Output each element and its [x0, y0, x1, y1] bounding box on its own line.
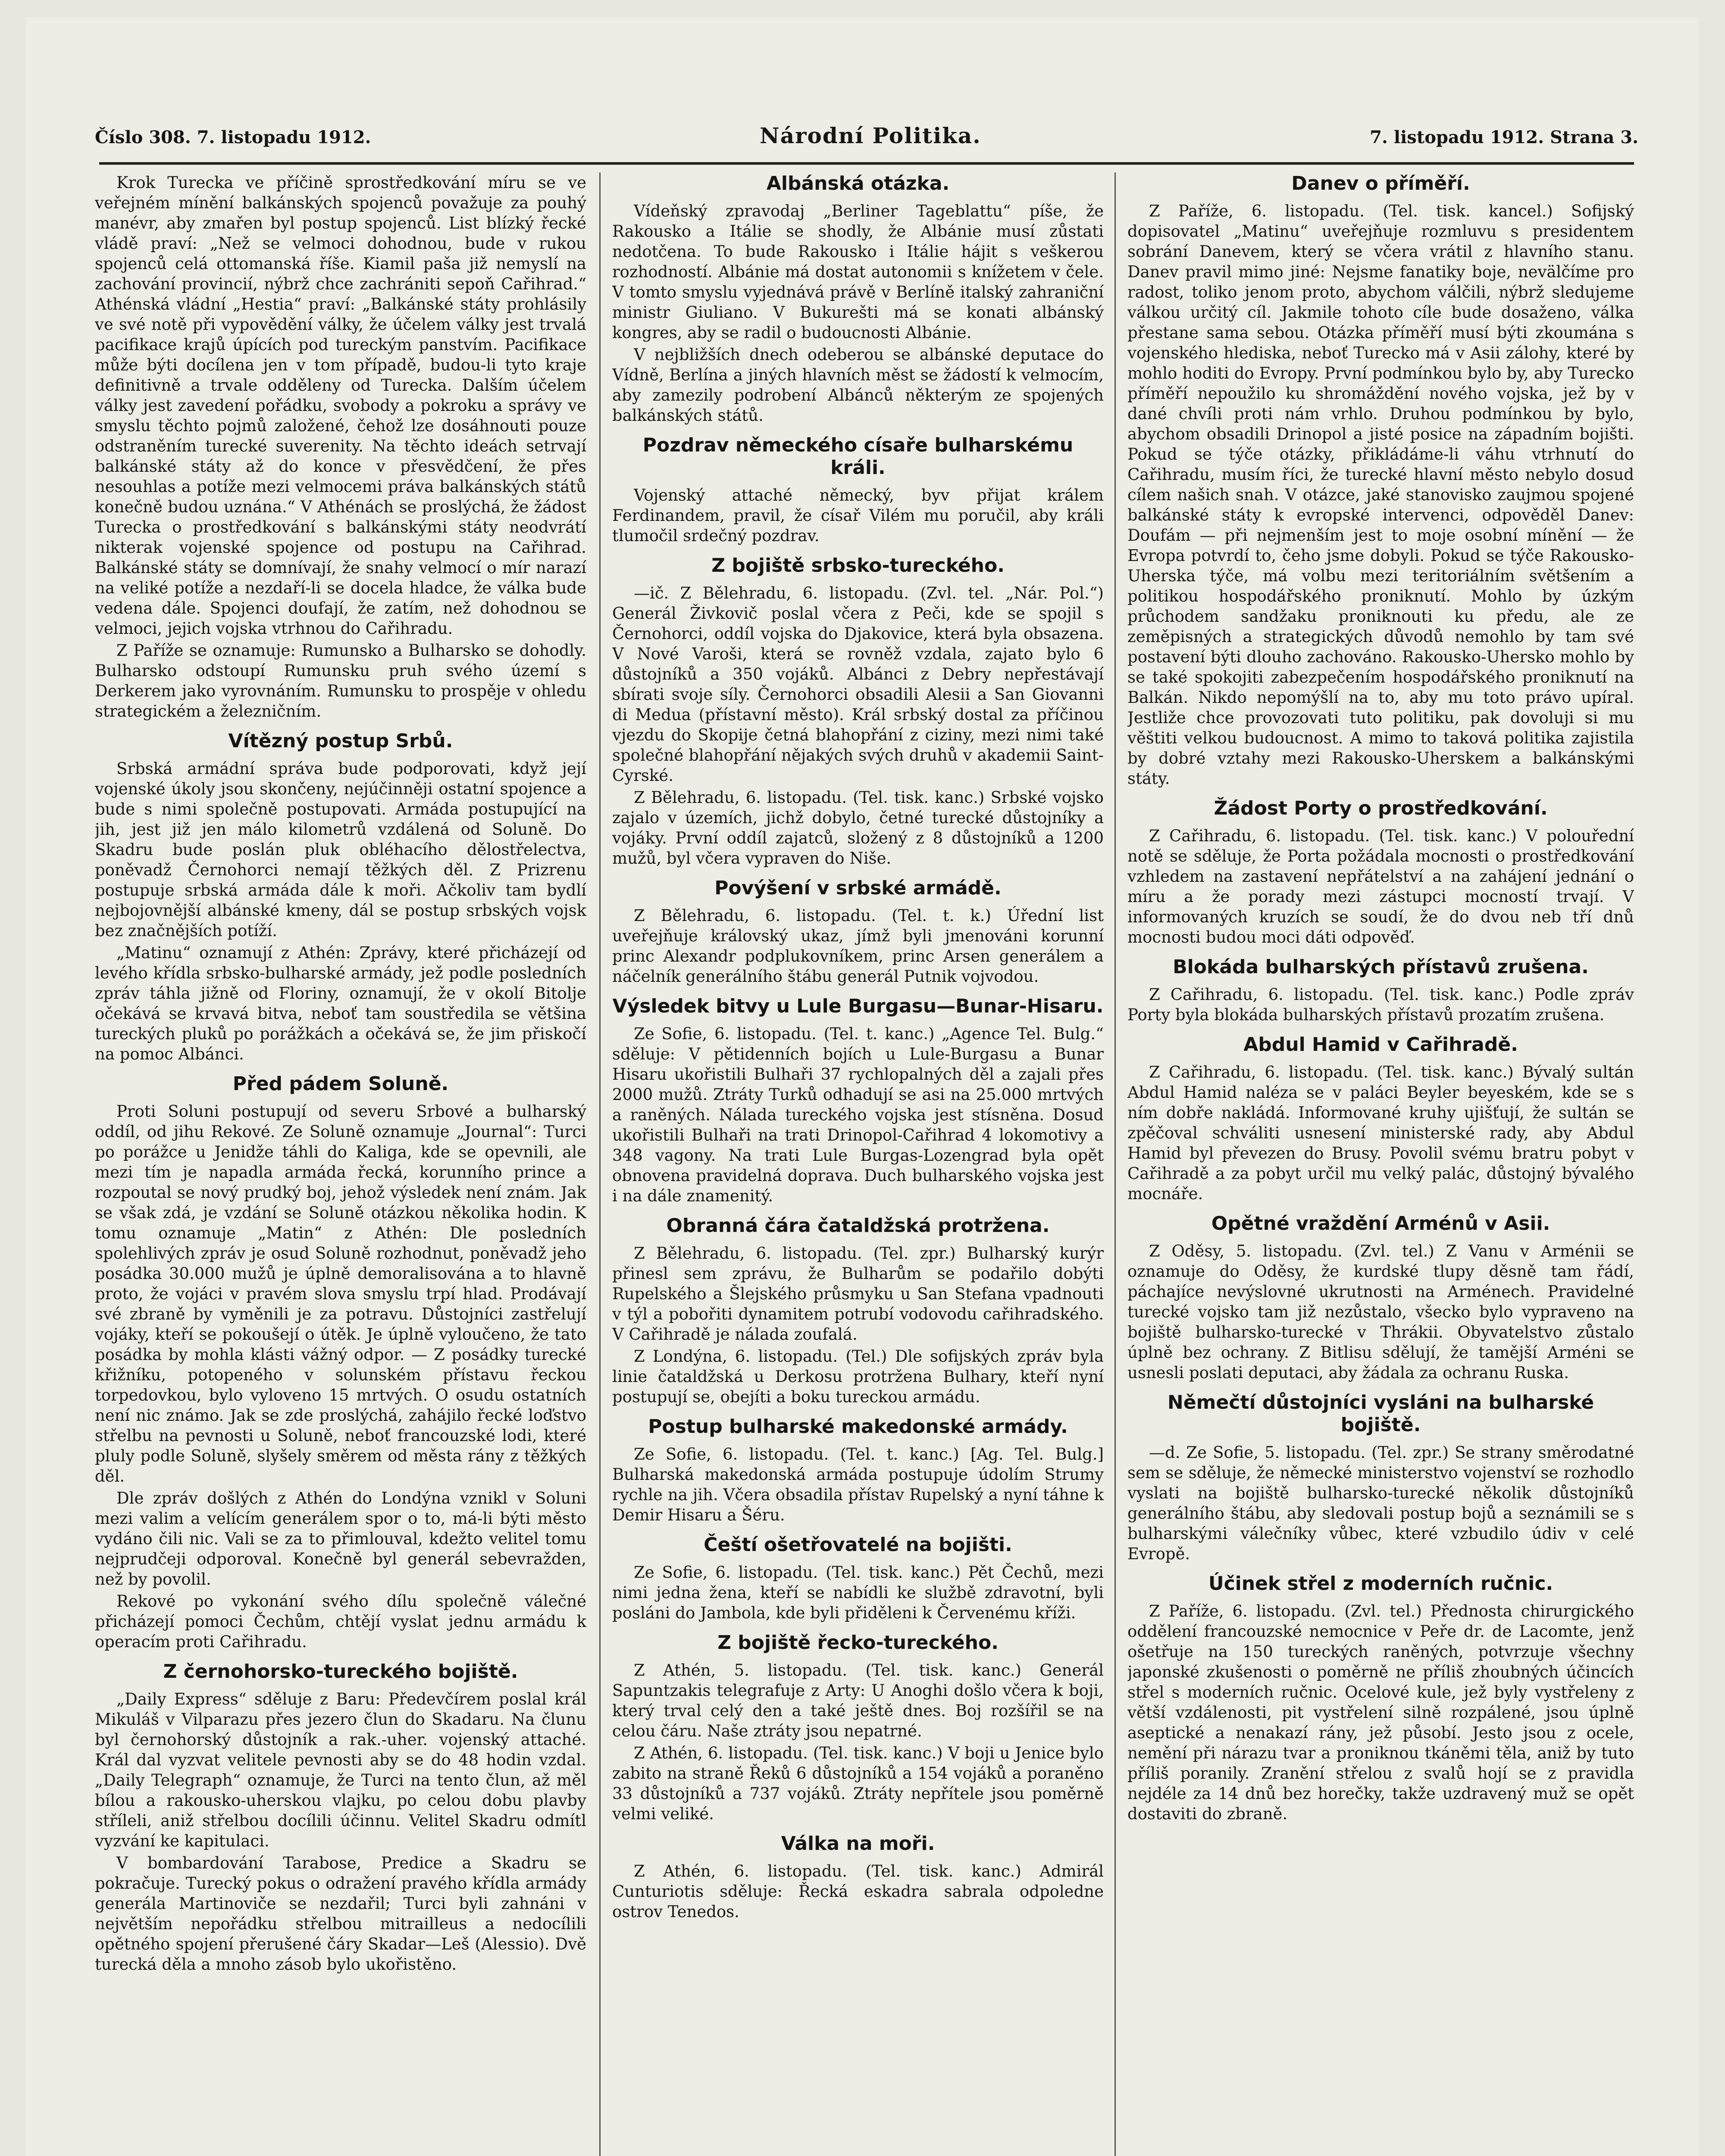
article-paragraph: Z Londýna, 6. listopadu. (Tel.) Dle sofijských zpráv byla linie čataldžská u Derkosu protržena Bulhary, kteří nyní postupují se, obejíti a boku tureckou armádu.: [612, 1347, 1104, 1406]
article-paragraph: Z Athén, 6. listopadu. (Tel. tisk. kanc.) Admirál Cunturiotis sděluje: Řecká eskadra sabrala odpoledne ostrov Tenedos.: [612, 1862, 1104, 1921]
article-paragraph: Z Paříže se oznamuje: Rumunsko a Bulharsko se dohodly. Bulharsko odstoupí Rumunsku pruh svého území s Derkerem jako vyrovnáním. Rumunsku to prospěje v ohledu strategickém a železničním.: [95, 641, 586, 721]
article-paragraph: „Daily Express“ sděluje z Baru: Předevčírem poslal král Mikuláš v Vilparazu přes jezero člun do Skadaru. Na člunu byl černohorský důstojník a rak.-uher. vojenský attaché. Král dal vyzvat velitele pevnosti aby se do 48 hodin vzdal. „Daily Telegraph“ oznamuje, že Turci na tento člun, až měl bílou a rakousko-uherskou vlajku, po celou dobu plavby stříleli, aniž střelbou docílili účinnu. Velitel Skadru odmítl vyzvání ke kapitulaci.: [95, 1690, 586, 1850]
article-headline: Z bojiště řecko-tureckého.: [717, 1632, 999, 1654]
article-headline: Žádost Porty o prostředkování.: [1214, 797, 1548, 819]
article-paragraph: Z Athén, 6. listopadu. (Tel. tisk. kanc.) V boji u Jenice bylo zabito na straně Řeků 6 důstojníků a 154 vojáků a poraněno 33 důstojníků a 737 vojáků. Ztráty nepřítele jsou poměrně velmi veliké.: [612, 1744, 1104, 1823]
article-paragraph: Krok Turecka ve příčině sprostředkování míru se ve veřejném mínění balkánských spojenců považuje za pouhý manévr, aby zmařen byl postup spojenců. List blízký řecké vládě praví: „Než se velmoci dohodnou, bude v rukou spojenců celá ottomanská říše. Kiamil paša již nemyslí na zachování provincií, nýbrž chce zachrániti sepoň Cařihrad.“ Athénská vládní „Hestia“ praví: „Balkánské státy prohlásily ve své notě při vypovědění války, že účelem války jest trvalá pacifikace krajů úpících pod tureckým panstvím. Pacifikace může býti docílena jen v tom případě, budou-li tyto kraje definitivně a trvale odděleny od Turecka. Dalším účelem války jest zavedení pořádku, svobody a pokroku a správy ve smyslu těchto pojmů založené, čehož lze dosáhnouti pouze odstraněním turecké suverenity. Na těchto ideách setrvají balkánské státy až do konce v přesvědčení, že přes nesouhlas a potíže mezi velmocemi práva balkánských států konečně budou uznána.“ V Athénách se proslýchá, že žádost Turecka o prostředkování s balkánskými státy neodvrátí nikterak vojenské spojence od postupu na Cařihrad. Balkánské státy se domnívají, že snahy velmocí o mír narazí na veliké potíže a nezdaří-li se docela hladce, že válka bude vedena dále. Spojenci doufají, že zatím, než dohodnou se velmoci, jejich vojska vtrhnou do Cařihradu.: [95, 173, 586, 638]
article-headline: Opětné vraždění Arménů v Asii.: [1211, 1213, 1550, 1235]
article-headline: Blokáda bulharských přístavů zrušena.: [1173, 956, 1589, 978]
article-headline: Postup bulharské makedonské armády.: [648, 1416, 1068, 1438]
column-divider: [1115, 172, 1116, 2156]
article-headline: Abdul Hamid v Cařihradě.: [1243, 1034, 1518, 1056]
column-2: [612, 172, 1104, 2156]
header-rule: [99, 162, 1634, 165]
article-paragraph: Z Paříže, 6. listopadu. (Zvl. tel.) Přednosta chirurgického oddělení francouzské nemocnice v Peře dr. de Lacomte, jenž ošetřuje na 150 tureckých raněných, potvrzuje všechny japonské zkušenosti o poměrně ne příliš zhoubných účincích střel s moderních ručnic. Ocelové kule, jež byly vystřeleny z větší vzdálenosti, pit vystřelení silně rozpálené, jsou úplně aseptické a nenakazí rány, jež působí. Jesto jsou z ocele, nemění při nárazu tvar a proniknou tkáněmi těla, aniž by tuto příliš poranily. Zranění střelou z svalů hojí se z pravidla nejdéle za 14 dnů bez horečky, takže uzdravený muž se opět dostaviti do zbraně.: [1127, 1602, 1634, 1823]
article-paragraph: Z Cařihradu, 6. listopadu. (Tel. tisk. kanc.) Bývalý sultán Abdul Hamid naléza se v paláci Beyler beyeském, kde se s ním dobře nakládá. Informované kruhy ujišťují, že sultán se zpěčoval schváliti usnesení ministerské rady, aby Abdul Hamid byl převezen do Brusy. Povolil svému bratru pobyt v Cařihradě a za pobyt určil mu velký palác, důstojný bývalého mocnáře.: [1127, 1063, 1634, 1203]
page-header: [95, 123, 1638, 157]
article-paragraph: Z Bělehradu, 6. listopadu. (Tel. t. k.) Úřední list uveřejňuje královský ukaz, jímž byli jmenováni korunní princ Alexandr podplukovníkem, princ Arsen generálem a náčelník generálního štábu generál Putnik vojvodou.: [612, 906, 1104, 986]
article-headline: Povýšení v srbské armádě.: [714, 877, 1002, 899]
date-page-info: 7. listopadu 1912. Strana 3.: [1370, 127, 1638, 147]
article-paragraph: Rekové po vykonání svého dílu společně válečné přicházejí pomoci Čechům, chtějí vyslat jednu armádu k operacím proti Cařihradu.: [95, 1592, 586, 1651]
article-headline: Vítězný postup Srbů.: [228, 730, 453, 752]
article-headline: Z bojiště srbsko-tureckého.: [711, 555, 1005, 577]
article-headline: Účinek střel z moderních ručnic.: [1208, 1573, 1553, 1595]
newspaper-page: [26, 17, 1699, 2156]
article-paragraph: V nejbližších dnech odeberou se albánské deputace do Vídně, Berlína a jiných hlavních měst se žádostí k velmocím, aby zamezily podrobení Albánců některým ze spojených balkánských států.: [612, 345, 1104, 425]
masthead: Národní Politika.: [760, 123, 981, 148]
article-paragraph: Proti Soluni postupují od severu Srbové a bulharský oddíl, od jihu Rekové. Ze Soluně oznamuje „Journal“: Turci po porážce u Jenidže táhli do Kaliga, kde se opevnili, ale mezi tím je napadla armáda řecká, korunního prince a rozpoutal se nový prudký boj, jehož výsledek není znám. Jak se však zdá, je vzdání se Soluně otázkou několika hodin. K tomu oznamuje „Matin“ z Athén: Dle posledních spolehlivých zpráv je osud Soluně rozhodnut, poněvadž jeho posádka 30.000 mužů je úplně demoralisována a to hlavně proto, že vojáci v pravém slova smyslu trpí hlad. Prodávají své zbraně by vyměnili je za potravu. Důstojníci zastřelují vojáky, kteří se pokoušejí o útěk. Je úplně vyloučeno, že tato posádka by mohla klásti vážný odpor. — Z posádky turecké křižníku, potopeného v solunském přístavu řeckou torpedovkou, bylo vyloveno 15 mrtvých. O osudu ostatních není nic známo. Jak se zde proslýchá, zahájilo řecké loďstvo střelbu na pevnosti u Soluně, neboť francouzské lodi, které pluly podle Soluně, slyšely směrem od města rány z těžkých děl.: [95, 1102, 586, 1485]
column-1: [95, 172, 586, 2156]
article-paragraph: Ze Sofie, 6. listopadu. (Tel. t. kanc.) [Ag. Tel. Bulg.] Bulharská makedonská armáda postupuje údolím Strumy rychle na jih. Včera obsadila přístav Rupelský a nyní táhne k Demir Hisaru a Šéru.: [612, 1445, 1104, 1524]
article-paragraph: —ič. Z Bělehradu, 6. listopadu. (Zvl. tel. „Nár. Pol.“) Generál Živkovič poslal včera z Peči, kde se spojil s Černohorci, oddíl vojska do Djakovice, která byla obsazena. V Nové Varoši, která se rovněž vzdala, zajato bylo 6 důstojníků a 350 vojáků. Albánci z Debry nepřestávají sbírati svoje síly. Černohorci obsadili Alesii a San Giovanni di Medua (přístavní město). Král srbský dostal za příčinou vjezdu do Skopije četná blahopřání z ciziny, mezi nimi také společné blahopřání nějakých svých druhů v akademii Saint-Cyrské.: [612, 584, 1104, 785]
column-3: [1127, 172, 1634, 2156]
article-headline: Čeští ošetřovatelé na bojišti.: [704, 1534, 1012, 1556]
article-headline: Obranná čára čataldžská protržena.: [666, 1215, 1050, 1237]
article-paragraph: Z Bělehradu, 6. listopadu. (Tel. zpr.) Bulharský kurýr přinesl sem zprávu, že Bulharům se podařilo dobýti Rupelského a Šlejského průsmyku u San Stefana vpadnouti v týl a pobořiti dynamitem potrubí vodovodu cařihradského. V Cařihradě je nálada zoufalá.: [612, 1244, 1104, 1344]
article-paragraph: Z Cařihradu, 6. listopadu. (Tel. tisk. kanc.) V polouřední notě se sděluje, že Porta požádala mocnosti o prostředkování vzhledem na zastavení nepřátelství a na zahájení jednání o míru a že porady mezi zástupci mocností trvají. V informovaných kruzích se soudí, že do dvou neb tří dnů mocnosti budou moci dáti odpověď.: [1127, 827, 1634, 946]
article-paragraph: Ze Sofie, 6. listopadu. (Tel. t. kanc.) „Agence Tel. Bulg.“ sděluje: V pětidenních bojích u Lule-Burgasu a Bunar Hisaru ukořistili Bulhaři 37 rychlopalných děl a zajali přes 2000 mužů. Ztráty Turků odhadují se asi na 25.000 mrtvých a raněných. Nálada tureckého vojska jest stísněna. Dosud ukořistili Bulhaři na trati Drinopol-Cařihrad 4 lokomotivy a 348 vagony. Na trati Lule Burgas-Lozengrad byla opět obnovena pravidelná doprava. Duch bulharského vojska jest i na dále znamenitý.: [612, 1025, 1104, 1205]
article-paragraph: Vojenský attaché německý, byv přijat králem Ferdinandem, pravil, že císař Vilém mu poručil, aby králi tlumočil srdečný pozdrav.: [612, 486, 1104, 545]
article-paragraph: Z Cařihradu, 6. listopadu. (Tel. tisk. kanc.) Podle zpráv Porty byla blokáda bulharských přístavů prozatím zrušena.: [1127, 985, 1634, 1024]
article-headline: Výsledek bitvy u Lule Burgasu—Bunar-Hisaru.: [612, 995, 1104, 1017]
article-paragraph: Z Athén, 5. listopadu. (Tel. tisk. kanc.) Generál Sapuntzakis telegrafuje z Arty: U Anoghi došlo včera k boji, který trval celý den a také ještě dnes. Boj rozšířil se na celou čáru. Naše ztráty jsou nepatrné.: [612, 1661, 1104, 1740]
article-headline: Před pádem Soluně.: [232, 1073, 449, 1095]
article-paragraph: „Matinu“ oznamují z Athén: Zprávy, které přicházejí od levého křídla srbsko-bulharské armády, jež podle posledních zpráv táhla jižně od Floriny, oznamují, že v okolí Bitolje očekává se krvavá bitva, neboť tam soustředila se většina tureckých pluků po porážkách a očekává se, že jim přiskočí na pomoc Albánci.: [95, 943, 586, 1063]
article-headline: Z černohorsko-tureckého bojiště.: [163, 1661, 518, 1683]
article-paragraph: Dle zpráv došlých z Athén do Londýna vznikl v Soluni mezi valim a velícím generálem spor o to, má-li býti město vydáno čili nic. Vali se za to přimlouval, kdežto velitel tomu nejprudčeji odporoval. Konečně byl generál sebevražden, než by povolil.: [95, 1489, 586, 1589]
article-headline: Němečtí důstojníci vysláni na bulharské bojiště.: [1167, 1391, 1594, 1436]
article-headline: Válka na moři.: [781, 1833, 935, 1855]
issue-info: Číslo 308. 7. listopadu 1912.: [95, 127, 371, 147]
article-paragraph: —d. Ze Sofie, 5. listopadu. (Tel. zpr.) Se strany směrodatné sem se sděluje, že německé ministerstvo vojenství se rozhodlo vyslati na bojiště bulharsko-turecké několik důstojníků generálního štábu, aby sledovali postup bojů a seznámili se s bulharskými válečníky vůbec, které vzbudilo údiv v celé Evropě.: [1127, 1443, 1634, 1563]
article-paragraph: Z Oděsy, 5. listopadu. (Zvl. tel.) Z Vanu v Arménii se oznamuje do Oděsy, že kurdské tlupy děsně tam řádí, páchajíce nevýslovné ukrutnosti na Arménech. Pravidelné turecké vojsko tam již nezůstalo, všecko bylo vypraveno na bojiště bulharsko-turecké v Thrákii. Obyvatelstvo zůstalo úplně bez ochrany. Z Bitlisu sdělují, že tamější Arméni se usnesli poslati deputaci, aby žádala za ochranu Ruska.: [1127, 1242, 1634, 1382]
article-paragraph: V bombardování Tarabose, Predice a Skadru se pokračuje. Turecký pokus o odražení pravého křídla armády generála Martinoviče se nezdařil; Turci byli zahnáni v největším nepořádku střelbou mitrailleus a nedocílili opětného spojení přerušené čáry Skadar—Leš (Alessio). Dvě turecká děla a mnoho zásob bylo ukořistěno.: [95, 1854, 586, 1974]
column-divider: [599, 172, 601, 2156]
article-paragraph: Ze Sofie, 6. listopadu. (Tel. tisk. kanc.) Pět Čechů, mezi nimi jedna žena, kteří se nabídli ke službě zdravotní, byli posláni do Jambola, kde byli přiděleni k Červenému kříži.: [612, 1563, 1104, 1622]
article-paragraph: Vídeňský zpravodaj „Berliner Tageblattu“ píše, že Rakousko a Itálie se shodly, že Albánie musí zůstati nedotčena. To bude Rakousko i Itálie hájit s veškerou rozhodností. Albánie má dostat autonomii s knížetem v čele. V tomto smyslu vyjednává právě v Berlíně italský zahraniční ministr Giuliano. V Bukurešti má se konati albánský kongres, aby se radil o budoucnosti Albánie.: [612, 202, 1104, 342]
article-paragraph: Srbská armádní správa bude podporovati, když její vojenské úkoly jsou skončeny, nejúčinněji ostatní spojence a bude s nimi společně postupovati. Armáda postupující na jih, jest již jen málo kilometrů vzdálená od Soluně. Do Skadru bude poslán pluk obléhacího dělostřelectva, poněvadž Černohorci nemají těžkých děl. Z Prizrenu postupuje srbská armáda dále k moři. Ačkoliv tam bydlí nejbojovnější albánské kmeny, dál se postup srbských vojsk bez značnějších potíží.: [95, 759, 586, 940]
article-headline: Danev o příměří.: [1291, 172, 1470, 194]
article-paragraph: Z Bělehradu, 6. listopadu. (Tel. tisk. kanc.) Srbské vojsko zajalo v územích, jichž dobylo, četné turecké důstojníky a vojáky. První oddíl zajatců, složený z 8 důstojníků a 1200 mužů, byl včera vypraven do Niše.: [612, 788, 1104, 868]
article-headline: Pozdrav německého císaře bulharskému králi.: [642, 434, 1074, 479]
article-paragraph: Z Paříže, 6. listopadu. (Tel. tisk. kancel.) Sofijský dopisovatel „Matinu“ uveřejňuje rozmluvu s presidentem sobrání Danevem, který se včera vrátil z hlavního stanu. Danev pravil mimo jiné: Nejsme fanatiky boje, nevälčíme pro radost, toliko jenom proto, abychom válčili, nýbrž sledujeme válkou určitý cíl. Jakmile tohoto cíle bude dosaženo, válka přestane sama sebou. Otázka příměří musí býti zkoumána s vojenského hlediska, neboť Turecko má v Asii zálohy, které by mohlo hoditi do Evropy. První podmínkou bylo by, aby Turecko příměří nepoužilo ku shromáždění nového vojska, jež by v dané chvíli proti nám vrhlo. Druhou podmínkou by bylo, abychom obsadili Drinopol a jisté posice na západním bojišti. Pokud se týče otázky, přikládáme-li váhu vtrhnutí do Cařihradu, musím říci, že turecké hlavní město nebylo dosud cílem našich snah. V otázce, jaké stanovisko zaujmou spojené balkánské státy k evropské intervenci, odpověděl Danev: Doufám — při nejmenším jest to moje osobní mínění — že Evropa potvrdí to, čeho jsme dobyli. Pokud se týče Rakousko-Uherska týče, má volbu mezi teritoriálním světšením a politikou hospodářského proniknutí. Mohlo by úzkým průchodem sandžaku proniknouti ku předu, ale ze zeměpisných a strategických důvodů nemohlo by tam své postavení býti dlouho zachováno. Rakousko-Uhersko mohlo by se také spokojiti zabezpečením hospodářského proniknutí na Balkán. Nikdo nepomýšlí na to, aby mu toto právo upíral. Jestliže chce provozovati tuto politiku, pak dovoluji si mu věštiti velkou budoucnost. A mimo to taková politika zajistila by dobré vztahy mezi Rakousko-Uherskem a balkánskými státy.: [1127, 202, 1634, 788]
article-headline: Albánská otázka.: [766, 172, 950, 194]
